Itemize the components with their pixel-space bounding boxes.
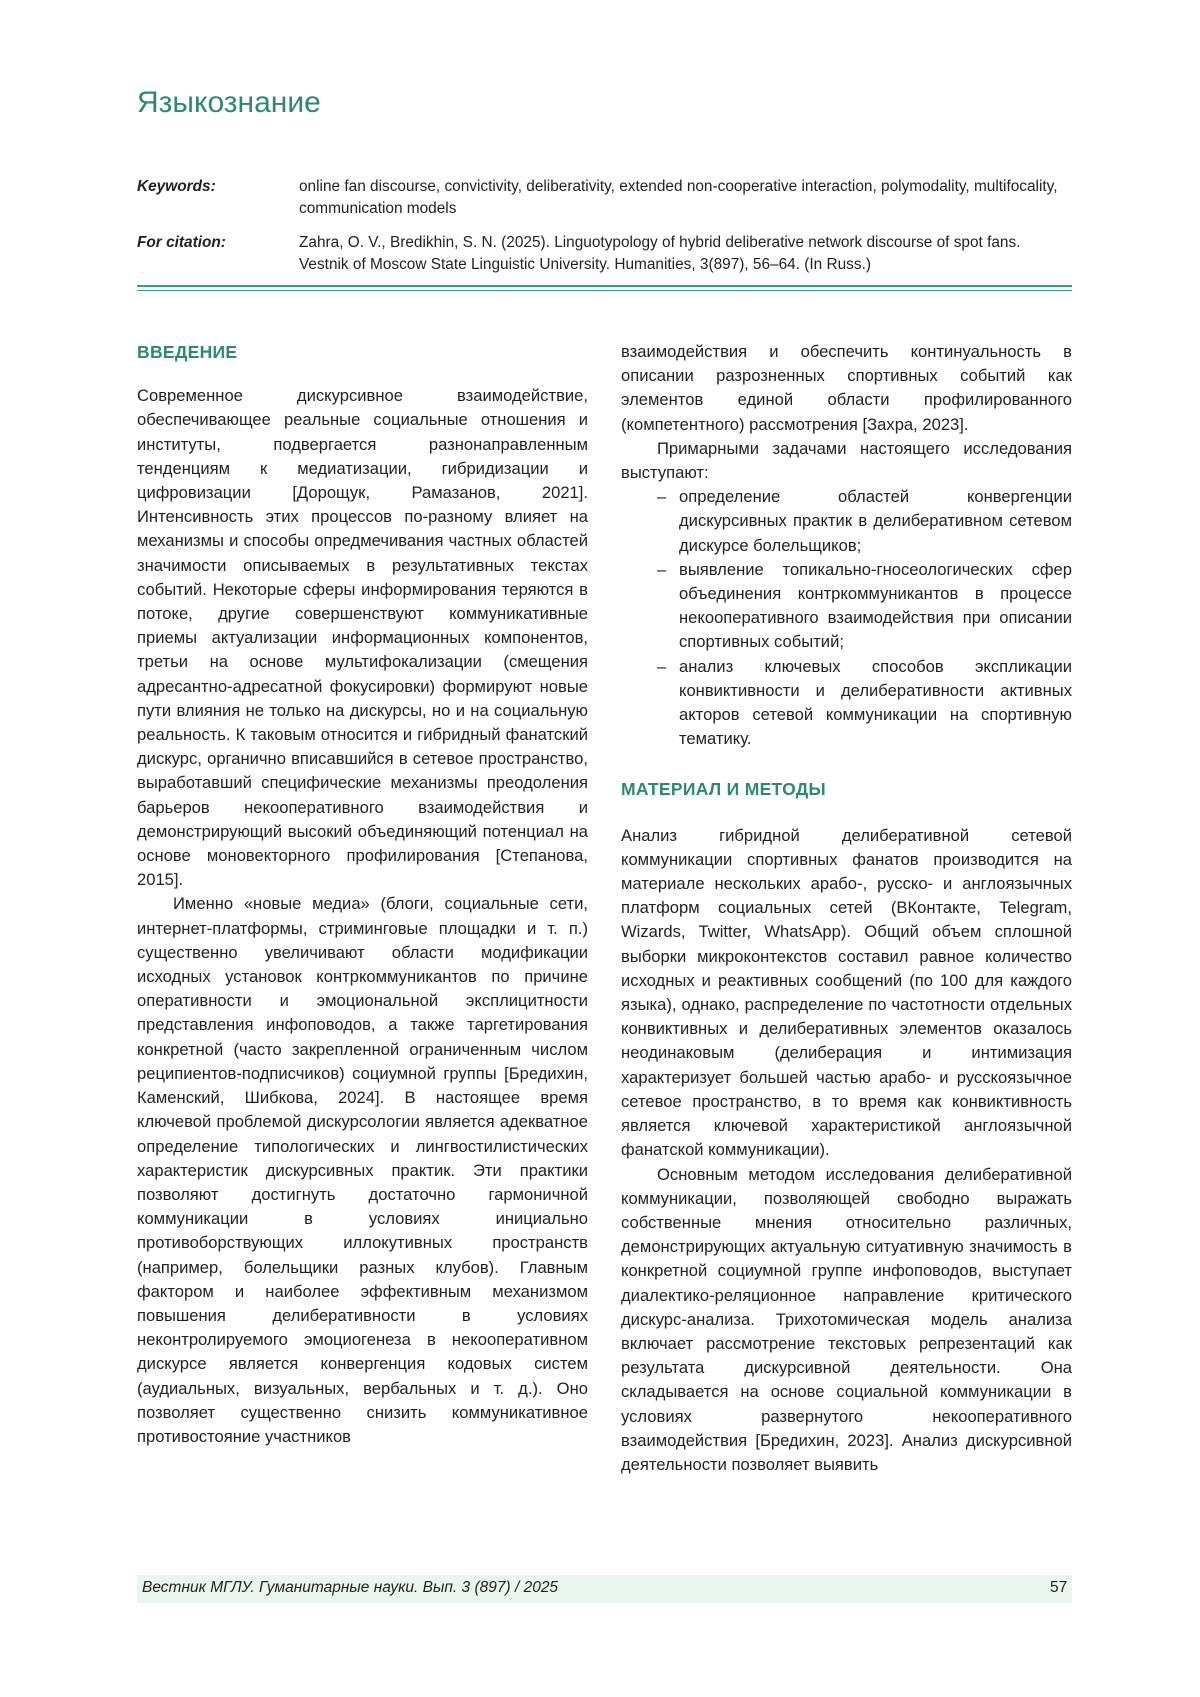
keywords-value: online fan discourse, convictivity, deliberativity, extended non-cooperative interaction, polymodality, multifocality, communication models [299,178,1058,217]
list-item: – выявление топикально-гносеологических сфер объединения контркоммуникантов в процессе некооперативного взаимодействия при описании спортивных событий; [657,559,1072,652]
methods-paragraph-2: Основным методом исследования делиберативной коммуникации, позволяющей свободно выражать собственные мнения относительно различных, демонстрирующих актуальную ситуативную значимость в конкретной социумной группе инфоповодов, выступает диалектико-реляционное направление критического дискурс-анализа. Трихотомическая модель анализа включает рассмотрение текстовых репрезентаций как результата дискурсивной деятельности. Она складывается на основе социальной коммуникации в условиях развернутого некооперативного взаимодействия [Бредихин, 2023]. Анализ дискурсивной деятельности позволяет выявить [621,1164,1072,1474]
keywords-block [137,176,1072,220]
intro-paragraph-2: Именно «новые медиа» (блоги, социальные сети, интернет-платформы, стриминговые площадки и т. п.) существенно увеличивают области модификации исходных установок контркоммуникантов по причине оперативности и эмоциональной эксплицитности представления инфоповодов, а также таргетирования конкретной (часто закрепленной ограниченным числом реципиентов-подписчиков) социумной группы [Бредихин, Каменский, Шибкова, 2024]. В настоящее время ключевой проблемой дискурсологии является адекватное определение типологических и лингвостилистических характеристик дискурсивных практик. Эти практики позволяют достигнуть достаточно гармоничной коммуникации в условиях инициально противоборствующих иллокутивных пространств (например, болельщики разных клубов). Главным фактором и наиболее эффективным механизмом повышения делиберативности в условиях неконтролируемого эмоциогенеза в некооперативном дискурсе является конвергенция кодовых систем (аудиальных, визуальных, вербальных и т. д.). Оно позволяет существенно снизить коммуникативное противостояние участников [137,894,588,1446]
intro-paragraph-1: Современное дискурсивное взаимодействие, обеспечивающее реальные социальные отношения и институты, подвергается разнонаправленным тенденциям к медиатизации, гибридизации и цифровизации [Дорощук, Рамазанов, 2021]. Интенсивность этих процессов по-разному влияет на механизмы и способы опредмечивания частных областей значимости описываемых в результативных текстах событий. Некоторые сферы информирования теряются в потоке, другие совершенствуют коммуникативные приемы актуализации информационных компонентов, третьи на основе мультифокализации (смещения адресантно-адресатной фокусировки) формируют новые пути влияния не только на дискурсы, но и на социальную реальность. К таковым относится и гибридный фанатский дискурс, органично вписавшийся в сетевое пространство, выработавший специфические механизмы преодоления барьеров некооперативного взаимодействия и демонстрирующий высокий объединяющий потенциал на основе моновекторного профилирования [Степанова, 2015]. [137,386,588,890]
tasks-list [621,485,1072,751]
footer-journal: Вестник МГЛУ. Гуманитарные науки. Вып. 3 (897) / 2025 [142,1579,559,1596]
list-item: – анализ ключевых способов экспликации конвиктивности и делиберативности активных акторов сетевой коммуникации на спортивную тематику. [657,656,1072,749]
dash-bullet: – [657,559,667,579]
intro-heading: ВВЕДЕНИЕ [137,342,238,362]
keywords-label: Keywords: [137,178,216,195]
dash-bullet: – [657,487,667,507]
page-number: 57 [1050,1579,1068,1596]
divider-bottom [137,290,1072,291]
continued-paragraph: взаимодействия и обеспечить континуальность в описании разрозненных спортивных событий как элементов единой области профилированного (компетентного) рассмотрения [Захра, 2023]. [621,342,1072,434]
methods-heading: МАТЕРИАЛ И МЕТОДЫ [621,779,826,800]
section-title: Языкознание [137,86,321,119]
list-item: – определение областей конвергенции дискурсивных практик в делиберативном сетевом дискурсе болельщиков; [657,487,1072,555]
right-column [621,340,1072,1477]
tasks-intro: Примарными задачами настоящего исследования выступают: [621,438,1072,483]
citation-value: Zahra, O. V., Bredikhin, S. N. (2025). Linguotypology of hybrid deliberative network discourse of spot fans. Vestnik of Moscow State Linguistic University. Humanities, 3(897), 56–64. (In Russ.) [299,234,1021,273]
dash-bullet: – [657,656,667,676]
citation-block [137,232,1072,276]
methods-paragraph-1: Анализ гибридной делиберативной сетевой коммуникации спортивных фанатов производится на материале нескольких арабо-, русско- и англоязычных платформ социальных сетей (ВКонтакте, Telegram, Wizards, Twitter, WhatsApp). Общий объем сплошной выборки микроконтекстов составил равное количество исходных и реактивных сообщений (по 100 для каждого языка), однако, распределение по частотности отдельных конвиктивных и делиберативных элементов оказалось неодинаковым (делиберация и интимизация характеризует большей частью арабо- и русскоязычное сетевое пространство, в то время как конвиктивность является ключевой характеристикой англоязычной фанатской коммуникации). [621,825,1072,1160]
divider-top [137,285,1072,287]
citation-label: For citation: [137,234,226,251]
left-column [137,340,588,1449]
